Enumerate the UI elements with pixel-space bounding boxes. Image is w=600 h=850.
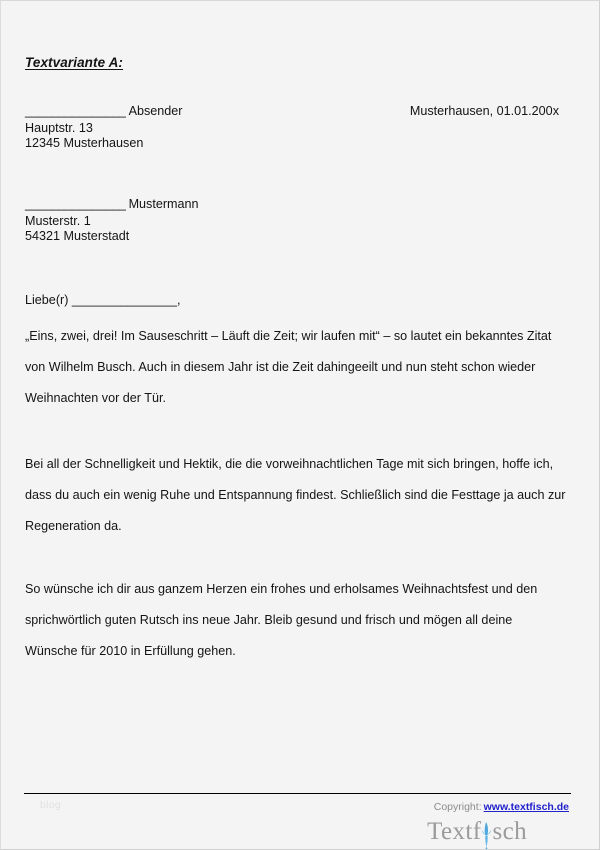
sender-name: Absender (128, 104, 183, 118)
sender-address-block (25, 104, 182, 152)
sender-name-row (25, 104, 182, 120)
page-title: Textvariante A: (25, 55, 124, 70)
body-paragraph-3 (25, 574, 568, 667)
textfisch-logo (427, 817, 527, 847)
recipient-name-row (25, 197, 199, 213)
paragraph-text: So wünsche ich dir aus ganzem Herzen ein frohes und erholsames Weihnachtsfest und den sprichwörtlich guten Rutsch ins neue Jahr. Bleib gesund und frisch und mögen all deine Wünsche für 2010 in Erfüllung gehen. (25, 582, 538, 658)
paragraph-text: Bei all der Schnelligkeit und Hektik, die die vorweihnachtlichen Tage mit sich bringen, hoffe ich, dass du auch ein wenig Ruhe und Entspannung findest. Schließlich sind die Festtage ja auch zur Regeneration da. (25, 457, 566, 533)
sender-blank-line: _______________ (25, 104, 126, 118)
letter-sheet (1, 1, 599, 849)
textfisch-website-link[interactable]: www.textfisch.de (483, 801, 569, 813)
paragraph-text: „Eins, zwei, drei! Im Sauseschritt – Läuft die Zeit; wir laufen mit“ – so lautet ein bekanntes Zitat von Wilhelm Busch. Auch in diesem Jahr ist die Zeit dahingeeilt und nun steht schon wieder Weihnachten vor der Tür. (25, 329, 552, 405)
logo-text-after: sch (492, 818, 527, 845)
place-and-date: Musterhausen, 01.01.200x (409, 104, 559, 118)
sender-street: Hauptstr. 13 (25, 120, 93, 135)
salutation: Liebe(r) _______________, (25, 293, 181, 307)
logo-text-before: Textf (427, 818, 482, 845)
footer-divider (24, 793, 571, 794)
recipient-city: 54321 Musterstadt (25, 229, 130, 244)
copyright-notice (434, 801, 569, 813)
body-paragraph-1 (25, 321, 568, 414)
recipient-address-block (25, 197, 199, 245)
body-paragraph-2 (25, 449, 568, 542)
copyright-label: Copyright: (433, 801, 482, 813)
recipient-name: Mustermann (128, 197, 199, 211)
blog-watermark: blog (40, 799, 62, 811)
recipient-blank-line: _______________ (25, 197, 126, 211)
recipient-street: Musterstr. 1 (25, 213, 91, 228)
sender-city: 12345 Musterhausen (25, 136, 144, 151)
